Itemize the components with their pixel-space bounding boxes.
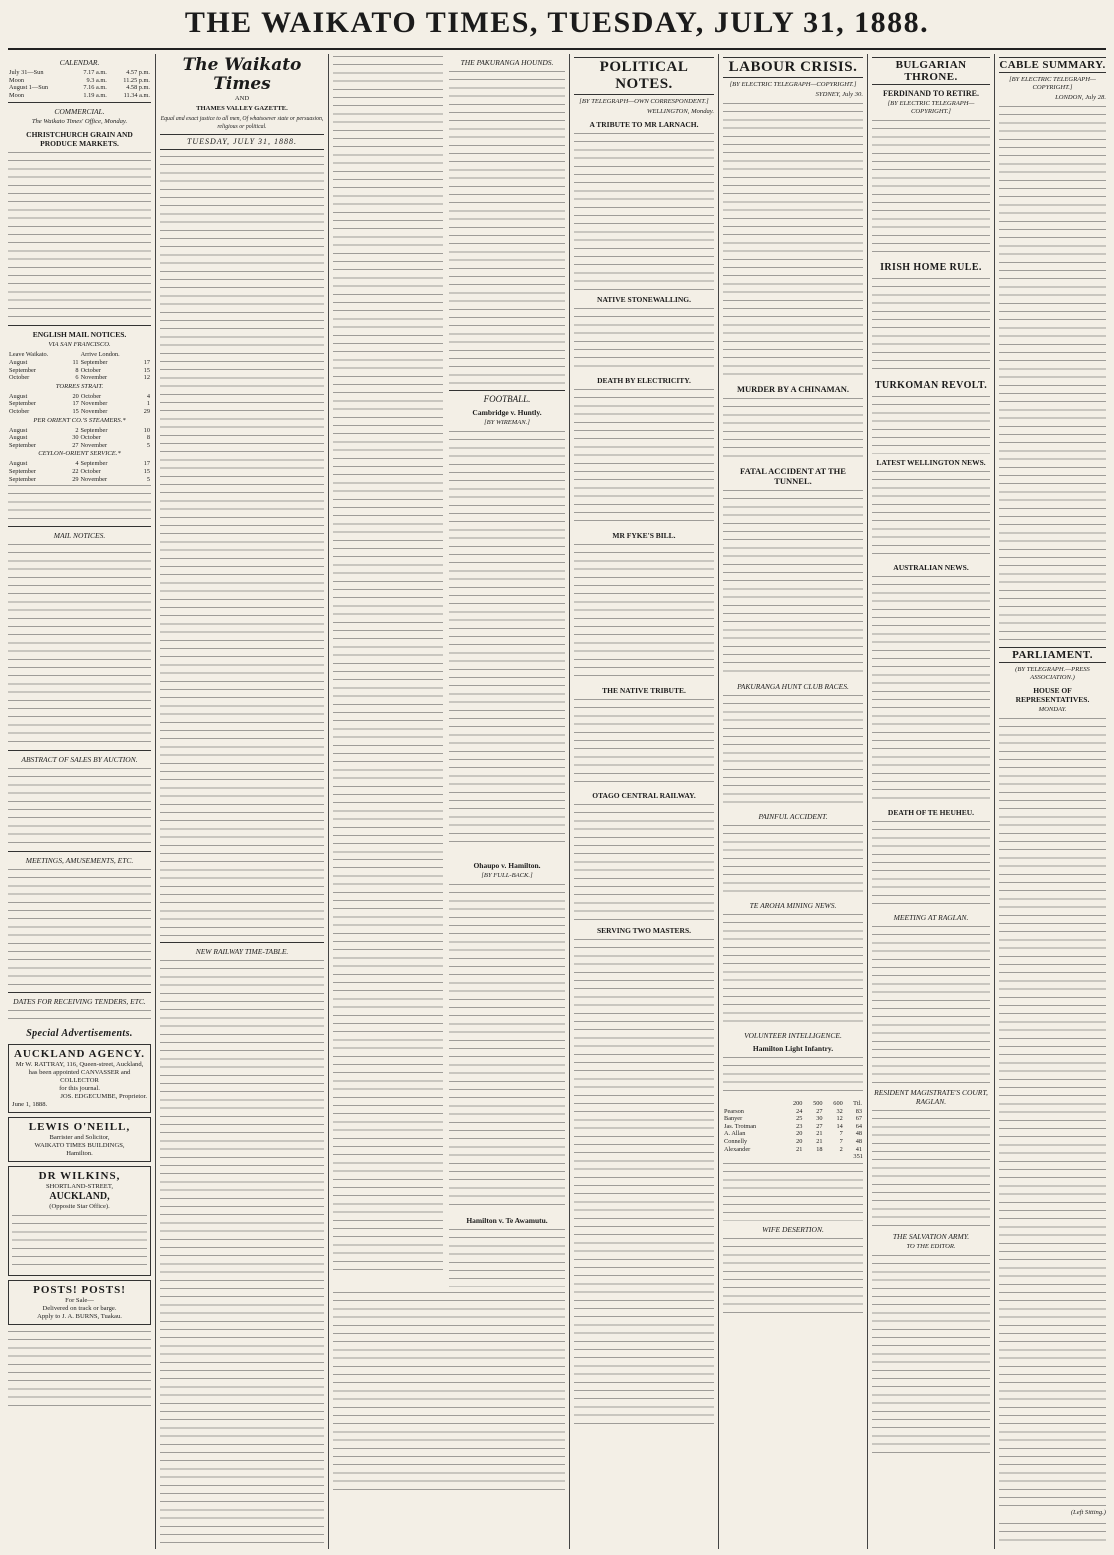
torres-heading: TORRES STRAIT. [55, 382, 104, 390]
table-cell: 29 [143, 407, 150, 415]
ad-title: POSTS! POSTS! [33, 1284, 126, 1297]
wellington-text [872, 469, 990, 559]
table-cell: 5 [146, 475, 150, 483]
commercial-sub: The Waikato Times' Office, Monday. [31, 118, 128, 126]
pakuranga-club-text [723, 693, 863, 808]
ad-line: (Opposite Star Office). [49, 1203, 110, 1211]
raglan-heading: MEETING AT RAGLAN. [893, 913, 969, 922]
table-cell: September [9, 475, 36, 483]
divider [8, 851, 151, 852]
table-row [8, 427, 151, 435]
table-row [8, 476, 151, 484]
table-cell: September [9, 400, 36, 408]
table-cell: Moon [9, 76, 25, 84]
table-cell: 27 [72, 441, 79, 449]
mail-footnote [8, 483, 151, 523]
table-cell: 23 [796, 1122, 803, 1130]
ad-line: AUCKLAND, [49, 1191, 110, 1203]
native-tribute-heading: THE NATIVE TRIBUTE. [602, 686, 686, 695]
table-cell: 32 [836, 1107, 843, 1115]
table-cell: 17 [143, 460, 150, 468]
table-cell: 64 [855, 1122, 862, 1130]
columns [8, 54, 1106, 1549]
labour-text [723, 101, 863, 381]
electricity-text [574, 387, 714, 527]
commercial-text [8, 150, 151, 322]
table-row [723, 1108, 863, 1116]
political-heading: POLITICAL NOTES. [574, 57, 714, 95]
table-cell: 21 [816, 1130, 823, 1138]
turkoman-heading: TURKOMAN REVOLT. [874, 380, 988, 391]
heueu-heading: DEATH OF TE HEUHEU. [887, 808, 975, 817]
timetable-heading: NEW RAILWAY TIME-TABLE. [195, 947, 289, 956]
table-cell: 4 [146, 392, 150, 400]
native-text [574, 306, 714, 372]
left-sitting: (Left Sitting.) [1070, 1509, 1106, 1516]
painful-text [723, 823, 863, 897]
special-ads-heading: Special Advertisements. [26, 1028, 133, 1040]
pakuranga-text [449, 69, 565, 387]
labour-place: SYDNEY, July 30. [815, 91, 863, 98]
table-cell: 5 [146, 441, 150, 449]
table-cell: 12 [836, 1115, 843, 1123]
table-cell: 25 [796, 1115, 803, 1123]
table-cell: September [9, 441, 36, 449]
table-cell: July 31—Sun [9, 69, 44, 76]
ad-line: WAIKATO TIMES BUILDINGS, [34, 1142, 125, 1150]
tunnel-heading: FATAL ACCIDENT AT THE TUNNEL. [740, 466, 846, 486]
table-cell: October [9, 374, 30, 382]
paper-sub: THAMES VALLEY GAZETTE. [196, 105, 288, 112]
match2-text [449, 882, 565, 1212]
column-rule [569, 54, 570, 1549]
tribute-text [574, 131, 714, 291]
table-cell: 83 [855, 1107, 862, 1115]
volunteer-text-2 [723, 1161, 863, 1221]
mail-table-orient [8, 427, 151, 450]
table-cell: 15 [143, 467, 150, 475]
abstract-heading: ABSTRACT OF SALES BY AUCTION. [21, 755, 138, 765]
news-text-bottom [333, 1290, 565, 1490]
table-cell: August [9, 460, 28, 468]
table-cell: September [80, 426, 108, 434]
table-row [8, 442, 151, 450]
irish-heading: IRISH HOME RULE. [880, 262, 982, 273]
divider [8, 102, 151, 103]
mining-heading: TE AROHA MINING NEWS. [749, 901, 837, 910]
table-row [723, 1130, 863, 1138]
table-cell: 10 [143, 426, 150, 434]
commercial-heading: COMMERCIAL. [54, 107, 105, 117]
political-sub: [BY TELEGRAPH—OWN CORRESPONDENT.] [579, 98, 709, 105]
table-cell: 11 [72, 358, 79, 366]
cable-text [999, 104, 1106, 644]
mail-notices-heading: MAIL NOTICES. [53, 531, 106, 541]
table-cell: 7 [839, 1130, 843, 1138]
table-cell: 2 [839, 1145, 843, 1153]
match3-text [449, 1227, 565, 1287]
ad-title: AUCKLAND AGENCY. [13, 1048, 146, 1061]
table-cell: 20 [72, 392, 79, 400]
ad-line: For Sale— [65, 1297, 94, 1305]
resident-text [872, 1108, 990, 1228]
cable-place: LONDON, July 28. [1055, 94, 1106, 101]
mining-text [723, 912, 863, 1027]
table-row [8, 69, 151, 77]
pakuranga-heading: THE PAKURANGA HOUNDS. [460, 58, 554, 67]
calendar-heading: CALENDAR. [59, 58, 100, 67]
table-cell: 7 [839, 1137, 843, 1145]
via-sf: VIA SAN FRANCISCO. [48, 341, 111, 349]
wellington-heading: LATEST WELLINGTON NEWS. [876, 458, 986, 467]
table-cell: 1.19 a.m. [83, 91, 107, 99]
volunteer-text [723, 1055, 863, 1097]
mail-table-torres [8, 393, 151, 416]
pakuranga-block [449, 54, 565, 852]
turkoman-text [872, 394, 990, 454]
column-rule [328, 54, 329, 1549]
orient-heading: PER ORIENT CO.'S STEAMERS.* [33, 416, 126, 424]
table-cell: 21 [796, 1145, 803, 1153]
ad-line: Hamilton. [66, 1150, 93, 1158]
news-text-left [333, 54, 443, 854]
table-cell: 27 [816, 1122, 823, 1130]
score-col-header [723, 1100, 783, 1108]
table-cell: November [80, 407, 108, 415]
table-cell: October [80, 434, 101, 442]
paper-title: The Waikato Times [182, 55, 302, 94]
parliament-heading: PARLIAMENT. [999, 647, 1106, 663]
table-cell: 7.16 a.m. [83, 84, 107, 92]
painful-heading: PAINFUL ACCIDENT. [758, 812, 828, 821]
table-cell: 22 [72, 467, 79, 475]
table-cell: September [80, 358, 108, 366]
table-cell: Pearson [724, 1107, 744, 1115]
ad-text [8, 1329, 151, 1409]
chinaman-text [723, 396, 863, 462]
ad-oneill [8, 1117, 151, 1162]
table-cell: August [9, 434, 28, 442]
motto: Equal and exact justice to all men, Of whatsoever state or persuasion, religious or political. [160, 116, 324, 130]
table-cell: 41 [855, 1145, 862, 1153]
table-cell: October [80, 366, 101, 374]
bulgarian-sub: [BY ELECTRIC TELEGRAPH—COPYRIGHT.] [887, 100, 975, 115]
table-row [723, 1115, 863, 1123]
ad-wilkins [8, 1166, 151, 1276]
native-heading: NATIVE STONEWALLING. [597, 295, 691, 304]
masthead: THE WAIKATO TIMES, TUESDAY, JULY 31, 1888. [184, 6, 930, 39]
meetings-text [8, 867, 151, 989]
table-cell: Banyer [724, 1115, 743, 1123]
australian-heading: AUSTRALIAN NEWS. [893, 563, 969, 572]
table-cell: 8 [75, 366, 79, 374]
table-cell: 48 [855, 1130, 862, 1138]
raglan-text [872, 924, 990, 1084]
table-cell: 15 [72, 407, 79, 415]
table-cell: 67 [855, 1115, 862, 1123]
column-6 [872, 54, 990, 1549]
table-row [8, 367, 151, 375]
column-5 [723, 54, 863, 1549]
english-mail-heading: ENGLISH MAIL NOTICES. [32, 330, 127, 340]
table-row [8, 374, 151, 382]
tenders-text [8, 1008, 151, 1024]
table-cell: Moon [9, 91, 25, 99]
table-cell: October [80, 392, 102, 400]
table-cell: 1 [146, 400, 150, 408]
table-cell: August [9, 358, 28, 366]
column-4 [574, 54, 714, 1549]
score-table [723, 1100, 863, 1153]
timetable-text [160, 958, 324, 1549]
score-col-header: Ttl. [853, 1100, 862, 1107]
table-cell: November [80, 374, 108, 382]
table-cell: 20 [796, 1130, 803, 1138]
ad-posts [8, 1280, 151, 1325]
table-cell: 48 [855, 1137, 862, 1145]
tunnel-text [723, 488, 863, 678]
table-row [723, 1146, 863, 1154]
labour-heading: LABOUR CRISIS. [723, 57, 863, 78]
masthead-rule [8, 48, 1106, 50]
table-cell: 4.57 p.m. [126, 69, 150, 76]
table-cell: 17 [72, 400, 79, 408]
divider [8, 750, 151, 751]
table-row [8, 359, 151, 367]
paper-and: AND [234, 95, 250, 102]
table-cell: 21 [816, 1137, 823, 1145]
table-row [8, 77, 151, 85]
heueu-text [872, 819, 990, 909]
ad-date: June 1, 1888. [12, 1101, 48, 1109]
table-cell: 8 [146, 434, 150, 442]
column-rule [994, 54, 995, 1549]
table-cell: 11.34 a.m. [123, 91, 150, 99]
wife-text [723, 1236, 863, 1316]
table-row [8, 84, 151, 92]
table-cell: 4.58 p.m. [126, 84, 150, 92]
match3-heading: Hamilton v. Te Awamutu. [466, 1216, 548, 1225]
christchurch-heading: CHRISTCHURCH GRAIN AND PRODUCE MARKETS. [26, 130, 133, 149]
ad-sign: JOS. EDGECUMBE, Proprietor. [60, 1093, 147, 1101]
fyke-heading: MR FYKE'S BILL. [612, 531, 676, 540]
table-cell: August 1—Sun [9, 84, 49, 92]
table-cell: 30 [816, 1115, 823, 1123]
mail-table-sf [8, 351, 151, 381]
table-cell: 12 [143, 374, 150, 382]
divider [160, 942, 324, 943]
score-col-header: 200 [792, 1100, 803, 1107]
table-cell: 24 [796, 1107, 803, 1115]
table-row [8, 408, 151, 416]
electricity-heading: DEATH BY ELECTRICITY. [597, 376, 691, 385]
cable-sub: [BY ELECTRIC TELEGRAPH—COPYRIGHT.] [1009, 76, 1096, 91]
column-rule [718, 54, 719, 1549]
table-row [723, 1123, 863, 1131]
table-cell: November [80, 441, 108, 449]
tenders-heading: DATES FOR RECEIVING TENDERS, ETC. [13, 997, 146, 1007]
table-cell: 9.3 a.m. [86, 76, 107, 84]
ad-title: DR WILKINS, [38, 1170, 121, 1183]
news-text-left-lower [333, 857, 443, 1277]
ad-title: LEWIS O'NEILL, [28, 1121, 131, 1134]
leader-text [160, 154, 324, 939]
table-row [8, 468, 151, 476]
day-heading: MONDAY. [1038, 706, 1067, 713]
table-row [723, 1138, 863, 1146]
tribute-heading: A TRIBUTE TO MR LARNACH. [589, 120, 699, 129]
table-cell: 4 [75, 460, 79, 468]
table-row [8, 460, 151, 468]
score-total: 351 [853, 1153, 863, 1161]
match2-sub: [BY FULL-BACK.] [481, 872, 533, 879]
table-cell: October [9, 407, 30, 415]
table-cell: 27 [816, 1107, 823, 1115]
table-cell: 17 [143, 358, 150, 366]
column-rule [155, 54, 156, 1549]
score-col-header: 500 [813, 1100, 823, 1107]
table-cell: September [9, 467, 36, 475]
bulgarian-heading: BULGARIAN THRONE. [872, 57, 990, 85]
two-masters-text [574, 937, 714, 1427]
table-cell: 30 [72, 434, 79, 442]
football-heading: FOOTBALL. [483, 394, 531, 404]
football-block-lower [449, 857, 565, 1290]
calendar-table [8, 69, 151, 99]
table-cell: A. Allan [724, 1130, 746, 1138]
cable-heading: CABLE SUMMARY. [999, 59, 1106, 71]
table-cell: 14 [836, 1122, 843, 1130]
table-cell: 29 [72, 475, 79, 483]
volunteer-heading: VOLUNTEER INTELLIGENCE. [744, 1031, 842, 1040]
table-cell: September [9, 366, 36, 374]
two-masters-heading: SERVING TWO MASTERS. [597, 926, 691, 935]
labour-sub: [BY ELECTRIC TELEGRAPH—COPYRIGHT.] [729, 81, 857, 88]
house-heading: HOUSE OF REPRESENTATIVES. [1015, 686, 1090, 704]
fyke-text [574, 542, 714, 682]
abstract-text [8, 766, 151, 848]
score-col-header: 600 [833, 1100, 843, 1107]
table-cell: 15 [143, 366, 150, 374]
parliament-sub: (BY TELEGRAPH.—PRESS ASSOCIATION.) [1015, 666, 1090, 681]
native-tribute-text [574, 697, 714, 787]
table-cell: 6 [75, 374, 79, 382]
divider [8, 992, 151, 993]
gulf-heading: CEYLON-ORIENT SERVICE.* [38, 450, 121, 458]
column-7 [999, 54, 1106, 1549]
chinaman-heading: MURDER BY A CHINAMAN. [736, 384, 850, 394]
bulgarian-text [872, 118, 990, 258]
table-cell: August [9, 392, 28, 400]
otago-heading: OTAGO CENTRAL RAILWAY. [592, 791, 696, 800]
table-cell: 20 [796, 1137, 803, 1145]
irish-text [872, 276, 990, 376]
ad-line: has been appointed CANVASSER and COLLECTOR [28, 1069, 131, 1085]
mail-notices-text [8, 542, 151, 747]
mail-table-gulf [8, 460, 151, 483]
ad-line: SHORTLAND-STREET, [45, 1183, 114, 1191]
resident-heading: RESIDENT MAGISTRATE'S COURT, RAGLAN. [874, 1088, 988, 1106]
column-1 [8, 54, 151, 1549]
match1-heading: Cambridge v. Huntly. [472, 408, 542, 417]
ad-line: Delivered on track or barge. [42, 1305, 117, 1313]
table-cell: 7.17 a.m. [83, 69, 107, 76]
table-cell: 2 [75, 426, 79, 434]
pakuranga-club-heading: PAKURANGA HUNT CLUB RACES. [737, 682, 849, 691]
table-cell: September [80, 460, 108, 468]
salvation-heading: THE SALVATION ARMY. [892, 1232, 970, 1241]
column-2 [160, 54, 324, 1549]
ad-line: Mr W. RATTRAY, 116, Queen-street, Auckland, [15, 1061, 144, 1069]
table-cell: November [80, 475, 108, 483]
australian-text [872, 574, 990, 804]
mail-col-arrive: Arrive London. [80, 351, 120, 359]
table-cell: Connelly [724, 1137, 748, 1145]
ad-auckland-agency [8, 1044, 151, 1113]
wife-heading: WIFE DESERTION. [762, 1225, 824, 1235]
salvation-sub: TO THE EDITOR. [906, 1243, 956, 1250]
salvation-text [872, 1253, 990, 1453]
table-row [8, 400, 151, 408]
ad-line: Barrister and Solicitor, [49, 1134, 110, 1142]
table-row [8, 92, 151, 100]
table-cell: August [9, 426, 28, 434]
column-3 [333, 54, 565, 1549]
match2-heading: Ohaupo v. Hamilton. [473, 861, 541, 870]
table-cell: November [80, 400, 108, 408]
ad-line: for this journal. [59, 1085, 100, 1093]
match1-text [449, 429, 565, 849]
table-cell: 11.25 p.m. [123, 76, 150, 84]
table-cell: 18 [816, 1145, 823, 1153]
volunteer-sub: Hamilton Light Infantry. [752, 1044, 834, 1053]
table-row [8, 434, 151, 442]
divider [8, 526, 151, 527]
political-place: WELLINGTON, Monday. [646, 108, 714, 115]
ad-body [12, 1213, 147, 1269]
mail-col-leave: Leave Waikato. [9, 351, 49, 359]
parliament-text-end [999, 1521, 1106, 1545]
meetings-heading: MEETINGS, AMUSEMENTS, ETC. [25, 856, 134, 866]
table-cell: Jas. Trotman [724, 1122, 757, 1130]
table-cell: October [80, 467, 101, 475]
match1-sub: [BY WIREMAN.] [484, 419, 530, 426]
divider [8, 325, 151, 326]
otago-text [574, 802, 714, 922]
bulgarian-sub-heading: FERDINAND TO RETIRE. [883, 89, 979, 98]
ad-line: Apply to J. A. BURNS, Tuakau. [37, 1313, 122, 1321]
table-cell: Alexander [724, 1145, 751, 1153]
table-row [8, 393, 151, 401]
divider [449, 390, 565, 391]
parliament-text [999, 716, 1106, 1506]
dateline: TUESDAY, JULY 31, 1888. [160, 134, 324, 150]
column-rule [867, 54, 868, 1549]
